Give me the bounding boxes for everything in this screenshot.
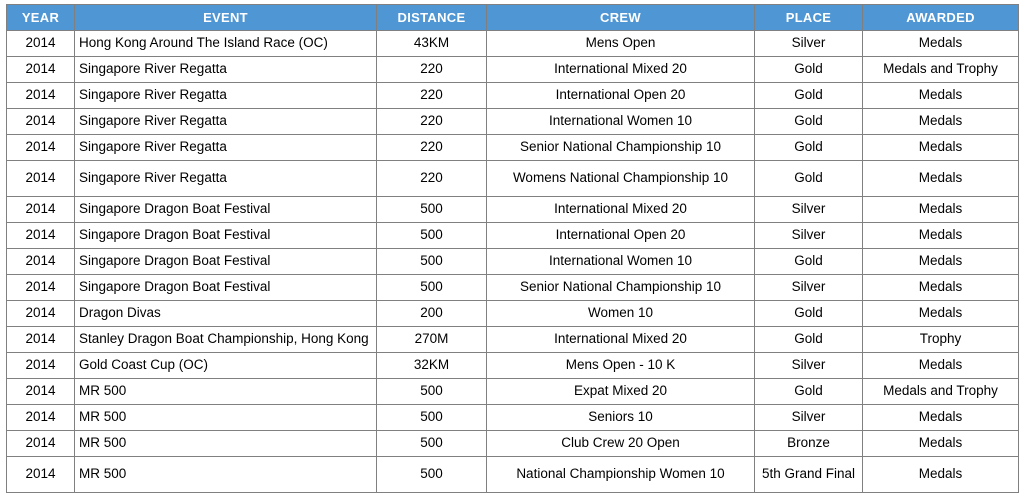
cell-place: Silver xyxy=(755,405,863,431)
cell-year: 2014 xyxy=(7,327,75,353)
column-header-place: PLACE xyxy=(755,5,863,31)
cell-distance: 220 xyxy=(377,83,487,109)
cell-distance: 220 xyxy=(377,161,487,197)
cell-event: Singapore River Regatta xyxy=(75,135,377,161)
table-row xyxy=(7,31,1019,57)
cell-distance: 220 xyxy=(377,57,487,83)
cell-crew: International Women 10 xyxy=(487,249,755,275)
table-header xyxy=(7,5,1019,31)
cell-crew: Women 10 xyxy=(487,301,755,327)
cell-year: 2014 xyxy=(7,31,75,57)
cell-crew: Mens Open - 10 K xyxy=(487,353,755,379)
cell-event: Dragon Divas xyxy=(75,301,377,327)
cell-place: Silver xyxy=(755,223,863,249)
cell-awarded: Medals xyxy=(863,135,1019,161)
cell-year: 2014 xyxy=(7,135,75,161)
table-row xyxy=(7,301,1019,327)
cell-place: Gold xyxy=(755,161,863,197)
cell-year: 2014 xyxy=(7,109,75,135)
cell-crew: National Championship Women 10 xyxy=(487,457,755,493)
table-row xyxy=(7,57,1019,83)
cell-year: 2014 xyxy=(7,249,75,275)
cell-distance: 500 xyxy=(377,249,487,275)
cell-event: Singapore Dragon Boat Festival xyxy=(75,223,377,249)
cell-awarded: Medals xyxy=(863,223,1019,249)
cell-year: 2014 xyxy=(7,57,75,83)
cell-year: 2014 xyxy=(7,353,75,379)
cell-year: 2014 xyxy=(7,405,75,431)
cell-awarded: Medals and Trophy xyxy=(863,57,1019,83)
cell-crew: International Women 10 xyxy=(487,109,755,135)
cell-year: 2014 xyxy=(7,457,75,493)
column-header-awarded: AWARDED xyxy=(863,5,1019,31)
cell-year: 2014 xyxy=(7,83,75,109)
cell-distance: 220 xyxy=(377,135,487,161)
cell-year: 2014 xyxy=(7,223,75,249)
cell-crew: Expat Mixed 20 xyxy=(487,379,755,405)
cell-distance: 500 xyxy=(377,223,487,249)
table-row xyxy=(7,161,1019,197)
cell-place: Gold xyxy=(755,301,863,327)
column-header-crew: CREW xyxy=(487,5,755,31)
cell-event: MR 500 xyxy=(75,457,377,493)
cell-place: Gold xyxy=(755,109,863,135)
cell-place: Gold xyxy=(755,135,863,161)
cell-event: Stanley Dragon Boat Championship, Hong Kong xyxy=(75,327,377,353)
cell-place: Silver xyxy=(755,275,863,301)
cell-crew: Senior National Championship 10 xyxy=(487,135,755,161)
cell-awarded: Medals xyxy=(863,405,1019,431)
cell-place: Gold xyxy=(755,83,863,109)
cell-distance: 200 xyxy=(377,301,487,327)
cell-crew: Mens Open xyxy=(487,31,755,57)
cell-distance: 500 xyxy=(377,457,487,493)
column-header-event: EVENT xyxy=(75,5,377,31)
table-row xyxy=(7,275,1019,301)
cell-event: Singapore Dragon Boat Festival xyxy=(75,197,377,223)
cell-awarded: Medals xyxy=(863,457,1019,493)
cell-event: Singapore Dragon Boat Festival xyxy=(75,275,377,301)
table-row xyxy=(7,249,1019,275)
table-row xyxy=(7,135,1019,161)
table-row xyxy=(7,405,1019,431)
cell-awarded: Medals xyxy=(863,249,1019,275)
cell-awarded: Medals xyxy=(863,197,1019,223)
cell-year: 2014 xyxy=(7,275,75,301)
cell-crew: International Open 20 xyxy=(487,83,755,109)
cell-place: Gold xyxy=(755,57,863,83)
cell-awarded: Medals xyxy=(863,83,1019,109)
cell-distance: 32KM xyxy=(377,353,487,379)
table-body xyxy=(7,31,1019,493)
cell-place: Gold xyxy=(755,379,863,405)
cell-event: Singapore River Regatta xyxy=(75,57,377,83)
table-row xyxy=(7,83,1019,109)
table-row xyxy=(7,457,1019,493)
cell-year: 2014 xyxy=(7,379,75,405)
cell-place: Gold xyxy=(755,249,863,275)
cell-event: MR 500 xyxy=(75,431,377,457)
cell-distance: 500 xyxy=(377,431,487,457)
column-header-distance: DISTANCE xyxy=(377,5,487,31)
table-row xyxy=(7,431,1019,457)
table-row xyxy=(7,197,1019,223)
cell-event: MR 500 xyxy=(75,379,377,405)
cell-distance: 500 xyxy=(377,379,487,405)
cell-event: Singapore River Regatta xyxy=(75,83,377,109)
table-row xyxy=(7,109,1019,135)
cell-distance: 43KM xyxy=(377,31,487,57)
cell-event: Singapore River Regatta xyxy=(75,109,377,135)
cell-place: Silver xyxy=(755,197,863,223)
table-row xyxy=(7,353,1019,379)
cell-crew: International Mixed 20 xyxy=(487,57,755,83)
cell-crew: Senior National Championship 10 xyxy=(487,275,755,301)
cell-event: Gold Coast Cup (OC) xyxy=(75,353,377,379)
cell-place: Bronze xyxy=(755,431,863,457)
cell-crew: Club Crew 20 Open xyxy=(487,431,755,457)
cell-event: Hong Kong Around The Island Race (OC) xyxy=(75,31,377,57)
cell-awarded: Medals xyxy=(863,431,1019,457)
column-header-year: YEAR xyxy=(7,5,75,31)
cell-crew: Seniors 10 xyxy=(487,405,755,431)
table-row xyxy=(7,223,1019,249)
cell-distance: 220 xyxy=(377,109,487,135)
cell-year: 2014 xyxy=(7,431,75,457)
cell-place: Silver xyxy=(755,353,863,379)
cell-awarded: Medals xyxy=(863,301,1019,327)
results-table xyxy=(6,4,1019,493)
cell-awarded: Medals and Trophy xyxy=(863,379,1019,405)
cell-event: Singapore River Regatta xyxy=(75,161,377,197)
table-row xyxy=(7,379,1019,405)
cell-awarded: Medals xyxy=(863,31,1019,57)
cell-place: Gold xyxy=(755,327,863,353)
cell-distance: 500 xyxy=(377,405,487,431)
cell-awarded: Medals xyxy=(863,275,1019,301)
cell-awarded: Medals xyxy=(863,109,1019,135)
cell-crew: International Mixed 20 xyxy=(487,197,755,223)
cell-year: 2014 xyxy=(7,301,75,327)
cell-crew: International Open 20 xyxy=(487,223,755,249)
cell-event: Singapore Dragon Boat Festival xyxy=(75,249,377,275)
cell-awarded: Medals xyxy=(863,161,1019,197)
cell-year: 2014 xyxy=(7,197,75,223)
cell-crew: Womens National Championship 10 xyxy=(487,161,755,197)
cell-distance: 500 xyxy=(377,275,487,301)
table-header-row xyxy=(7,5,1019,31)
cell-awarded: Trophy xyxy=(863,327,1019,353)
cell-awarded: Medals xyxy=(863,353,1019,379)
cell-year: 2014 xyxy=(7,161,75,197)
cell-crew: International Mixed 20 xyxy=(487,327,755,353)
cell-place: 5th Grand Final xyxy=(755,457,863,493)
table-row xyxy=(7,327,1019,353)
cell-distance: 500 xyxy=(377,197,487,223)
cell-event: MR 500 xyxy=(75,405,377,431)
cell-place: Silver xyxy=(755,31,863,57)
cell-distance: 270M xyxy=(377,327,487,353)
